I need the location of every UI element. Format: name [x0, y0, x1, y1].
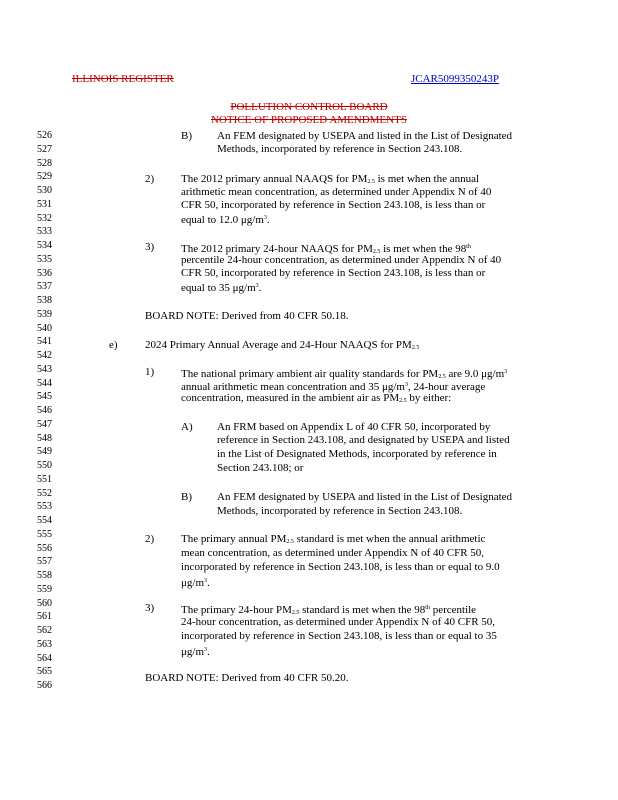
line-number: 557	[37, 556, 52, 568]
line-number: 528	[37, 157, 52, 169]
text-line: An FEM designated by USEPA and listed in the List of Designated	[217, 130, 513, 142]
line-number: 560	[37, 597, 52, 609]
text-line: mean concentration, as determined under Appendix N of 40 CFR 50,	[181, 547, 485, 559]
text-line: 24-hour concentration, as determined under Appendix N of 40 CFR 50,	[181, 616, 496, 628]
line-number: 527	[37, 143, 52, 155]
item-label: 1)	[145, 366, 155, 378]
text-line: incorporated by reference in Section 243.108, is less than or equal to 35	[181, 630, 497, 642]
line-number: 533	[37, 226, 52, 238]
line-number: 530	[37, 185, 52, 196]
line-number: 534	[37, 240, 52, 251]
line-number: 547	[37, 418, 52, 430]
text-line: The primary annual $PM_{2.5}$ standard is met when the annual arithmetic	[181, 533, 486, 545]
item-label: 2)	[145, 173, 155, 185]
item-label: 3)	[145, 241, 155, 253]
line-number: 540	[37, 322, 52, 334]
line-number: 531	[37, 198, 52, 210]
text-line: Methods, incorporated by reference in Section 243.108.	[217, 143, 463, 155]
item-label: A)	[181, 421, 193, 433]
line-number: 553	[37, 501, 52, 513]
text-line: equal to 35 $\mu g/m^3$.	[181, 282, 262, 294]
section-label: e)	[109, 339, 118, 351]
line-number: 532	[37, 212, 52, 224]
line-number: 545	[37, 391, 52, 403]
line-number: 536	[37, 267, 52, 279]
line-number: 539	[37, 308, 52, 320]
line-number: 559	[37, 583, 52, 595]
line-number: 541	[37, 336, 52, 348]
text-line: $\mu g/m^3$.	[181, 577, 210, 589]
text-line: Methods, incorporated by reference in Section 243.108.	[217, 505, 463, 517]
notice-title: NOTICE OF PROPOSED AMENDMENTS	[211, 114, 407, 126]
text-line: annual arithmetic mean concentration and 35 $\mu g/m^3$, 24-hour average	[181, 381, 486, 393]
line-number: 548	[37, 432, 52, 444]
text-line: reference in Section 243.108, and designated by USEPA and listed	[217, 434, 510, 446]
board-note: BOARD NOTE: Derived from 40 CFR 50.20.	[145, 672, 349, 684]
line-number: 543	[37, 363, 52, 375]
text-line: An FRM based on Appendix L of 40 CFR 50, incorporated by	[217, 421, 491, 433]
line-number: 551	[37, 473, 52, 485]
text-line: incorporated by reference in Section 243.108, is less than or equal to 9.0	[181, 561, 500, 573]
text-line: equal to 12.0 $\mu g/m^3$.	[181, 214, 270, 226]
line-number: 535	[37, 253, 52, 265]
register-header: ILLINOIS REGISTER	[72, 73, 174, 85]
line-number: 565	[37, 666, 52, 678]
text-line: arithmetic mean concentration, as determined under Appendix N of 40	[181, 186, 492, 198]
board-note: BOARD NOTE: Derived from 40 CFR 50.18.	[145, 310, 349, 322]
line-number: 564	[37, 652, 52, 664]
line-number: 552	[37, 487, 52, 499]
line-number: 562	[37, 625, 52, 636]
board-title: POLLUTION CONTROL BOARD	[230, 101, 388, 113]
text-line: concentration, measured in the ambient air as $PM_{2.5}$ by either:	[181, 392, 452, 404]
line-number: 555	[37, 528, 52, 540]
line-number: 546	[37, 405, 52, 416]
text-line: in the List of Designated Methods, incorporated by reference in	[217, 448, 497, 460]
text-line: The primary 24-hour $PM_{2.5}$ standard is met when the 98th percentile	[181, 604, 477, 616]
item-label: B)	[181, 491, 192, 503]
line-number: 563	[37, 638, 52, 650]
item-label: 2)	[145, 533, 155, 545]
line-number: 549	[37, 446, 52, 458]
text-line: CFR 50, incorporated by reference in Section 243.108, is less than or	[181, 199, 486, 211]
text-line: Section 243.108; or	[217, 462, 304, 474]
text-line: percentile 24-hour concentration, as determined under Appendix N of 40	[181, 254, 502, 266]
line-number: 554	[37, 515, 52, 526]
line-number: 542	[37, 350, 52, 361]
text-line: An FEM designated by USEPA and listed in the List of Designated	[217, 491, 513, 503]
line-number: 537	[37, 281, 52, 293]
text-line: The 2012 primary annual NAAQS for $PM_{2.5}$ is met when the annual	[181, 173, 480, 185]
line-number: 544	[37, 377, 52, 389]
line-number: 566	[37, 680, 52, 691]
text-line: The national primary ambient air quality standards for $PM_{2.5}$ are 9.0 $\mu g/m^3$	[181, 368, 508, 380]
line-number: 561	[37, 611, 52, 623]
text-line: The 2012 primary 24-hour NAAQS for $PM_{2.5}$ is met when the 98th	[181, 243, 471, 255]
line-number: 550	[37, 460, 52, 471]
item-label: 3)	[145, 602, 155, 614]
text-line: $\mu g/m^3$.	[181, 646, 210, 658]
text-line: CFR 50, incorporated by reference in Section 243.108, is less than or	[181, 267, 486, 279]
section-heading: 2024 Primary Annual Average and 24-Hour NAAQS for $PM_{2.5}$	[145, 339, 420, 351]
line-number: 556	[37, 542, 52, 554]
line-number: 526	[37, 130, 52, 141]
line-number: 558	[37, 570, 52, 581]
jcar-code[interactable]: JCAR5099350243P	[411, 73, 500, 85]
line-number: 538	[37, 295, 52, 306]
line-number: 529	[37, 171, 52, 183]
item-label: B)	[181, 130, 192, 142]
